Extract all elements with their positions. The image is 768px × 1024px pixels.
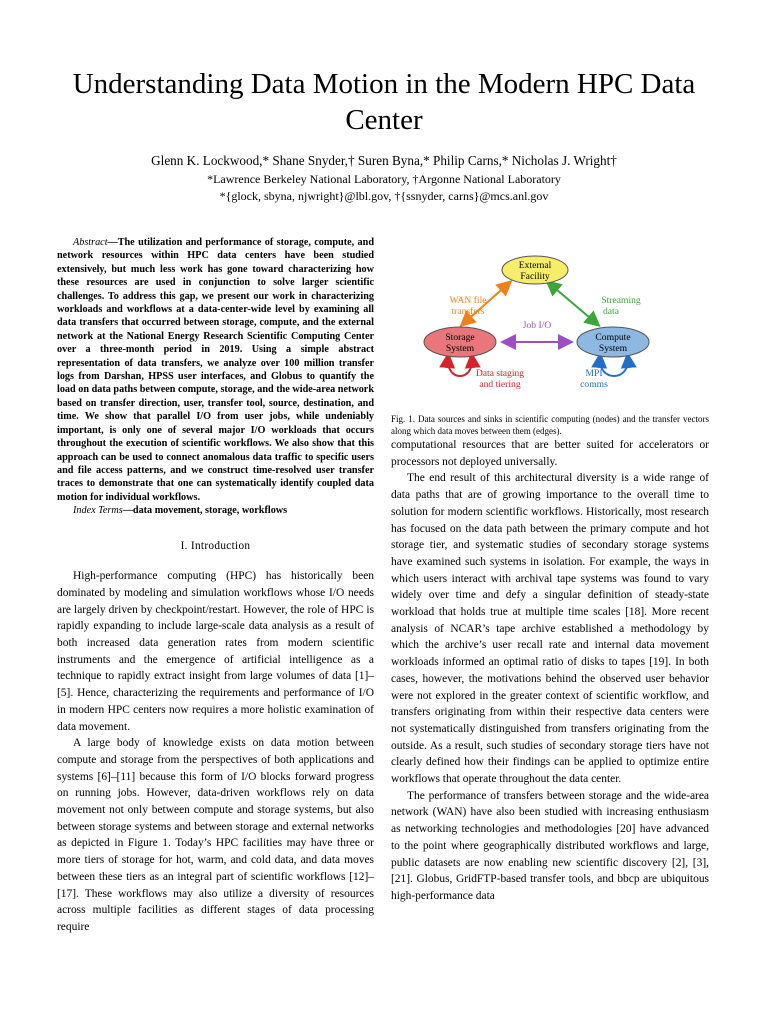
- affiliations: *Lawrence Berkeley National Laboratory, †Argonne National Laboratory: [207, 172, 561, 186]
- streaming-label-2: data: [603, 306, 619, 317]
- intro-paragraph-1: High-performance computing (HPC) has historically been dominated by modeling and simulation workflows whose I/O needs are largely driven by checkpoint/restart. However, the role of HPC is rapidly expanding to include large-scale data analysis as a result of both increased data generation rates from modern scientific instruments and the emergence of artificial intelligence as a technique to rapidly extract insight from large volumes of data [1]–[5]. Hence, characterizing the requirements and performance of I/O in modern HPC centers now requires a more holistic examination of data movement.: [57, 570, 374, 733]
- author-list: Glenn K. Lockwood,* Shane Snyder,† Suren Byna,* Philip Carns,* Nicholas J. Wright†: [151, 153, 617, 168]
- staging-label-2: and tiering: [479, 379, 521, 390]
- abstract: [57, 236, 374, 504]
- mpi-loop: [600, 358, 628, 376]
- index-terms: [57, 504, 374, 517]
- figure-1-caption: Fig. 1. Data sources and sinks in scientific computing (nodes) and the transfer vectors along which data moves between them (edges).: [391, 414, 709, 437]
- abstract-label: Abstract: [73, 237, 108, 248]
- streaming-label-1: Streaming: [601, 295, 641, 306]
- right-paragraph-1: The end result of this architectural diversity is a wide range of data paths that are of growing importance to the overall time to solution for modern scientific workflows. Historically, most research has focused on the data path between the primary compute and hot storage tier, and systematic studies of secondary storage systems have examined such systems in isolation. For example, the ways in which users interact with archival tape systems was found to vary widely over time and defy a singular definition of steady-state workload that holds true at multiple time scales [18]. More recent analysis of NCAR’s tape archive established a methodology by which the archive’s user recall rate and internal data movement workloads informed an optimal ratio of disks to tapes [19]. In both cases, however, the motivations behind the observed user behavior were not explored in the greater context of scientific workflow, and transfers originating from within their respective data centers were not systematically distinguished from transfers originating from the outside. As a result, such studies of secondary storage tiers have not clearly defined how their findings can be applied to optimize entire workflows that operate throughout the data center.: [391, 472, 709, 786]
- streaming-edge: [550, 284, 596, 323]
- author-emails: *{glock, sbyna, njwright}@lbl.gov, †{ssnyder, carns}@mcs.anl.gov: [219, 189, 549, 203]
- intro-paragraph-2: A large body of knowledge exists on data motion between compute and storage from the perspectives of both applications and systems [6]–[11] because this form of I/O blocks forward progress on running jobs. However, data-driven workflows rely on data movement not only between compute and storage systems, but also between storage systems and between storage and external networks as depicted in Figure 1. Today’s HPC facilities may have three or more tiers of storage for hot, warm, and cold data, and data moves between these tiers as an integral part of scientific workflows [12]–[17]. These workflows may also utilize a diversity of resources across multiple facilities as different stages of data processing require: [57, 737, 374, 933]
- right-paragraph-continued: computational resources that are better suited for accelerators or processors not deployed universally.: [391, 439, 709, 468]
- external-label-2: Facility: [520, 271, 550, 282]
- staging-loop: [448, 358, 472, 376]
- right-paragraph-2: The performance of transfers between storage and the wide-area network (WAN) have also been studied with increasing enthusiasm as networking technologies and methodologies [20] have advanced to the point where geographically distributed workflows and large, public datasets are now enabling new scientific discovery [2], [3], [21]. Globus, GridFTP-based transfer tools, and bbcp are ubiquitous high-performance data: [391, 789, 709, 902]
- abstract-text: —The utilization and performance of storage, compute, and network resources within HPC data centers have been studied extensively, but much less work has gone toward characterizing how these resources are used in conjunction to solve larger scientific challenges. To address this gap, we present our work in characterizing workloads and workflows at a data-center-wide level by examining all data transfers that occurred between storage, compute, and the external network at the National Energy Research Scientific Computing Center over a three-month period in 2019. Using a simple abstract representation of data transfers, we analyze over 100 million transfer logs from Darshan, HPSS user interfaces, and Globus to quantify the load on data paths between compute, storage, and the wide-area network based on transfer direction, user, transfer tool, source, destination, and time. We show that parallel I/O from user jobs, while undeniably important, is only one of several major I/O workloads that occurs throughout the execution of scientific workflows. We also show that this approach can be used to connect anomalous data traffic to specific users and file access patterns, and we construct time-resolved user transfer traces to demonstrate that one can systematically identify coupled data motion for individual workflows.: [57, 237, 374, 503]
- compute-label-1: Compute: [595, 332, 631, 343]
- index-terms-label: Index Terms: [73, 505, 123, 517]
- storage-label-2: System: [445, 343, 475, 354]
- compute-label-2: System: [598, 343, 628, 354]
- jobio-label: Job I/O: [522, 320, 552, 331]
- external-label-1: External: [518, 260, 552, 271]
- staging-label-1: Data staging: [475, 368, 525, 379]
- paper-title: Understanding Data Motion in the Modern HPC Data Center: [72, 68, 696, 136]
- mpi-label-1: MPI: [585, 368, 603, 379]
- wan-label-2: transfers: [451, 306, 485, 317]
- section-heading-introduction: I. Introduction: [180, 539, 251, 552]
- right-column: [391, 437, 709, 905]
- mpi-label-2: comms: [580, 379, 608, 390]
- storage-label-1: Storage: [445, 332, 475, 343]
- wan-label-1: WAN file: [449, 295, 487, 306]
- figure-1-diagram: [418, 250, 680, 400]
- index-terms-text: —data movement, storage, workflows: [122, 505, 288, 517]
- left-column: [57, 236, 374, 936]
